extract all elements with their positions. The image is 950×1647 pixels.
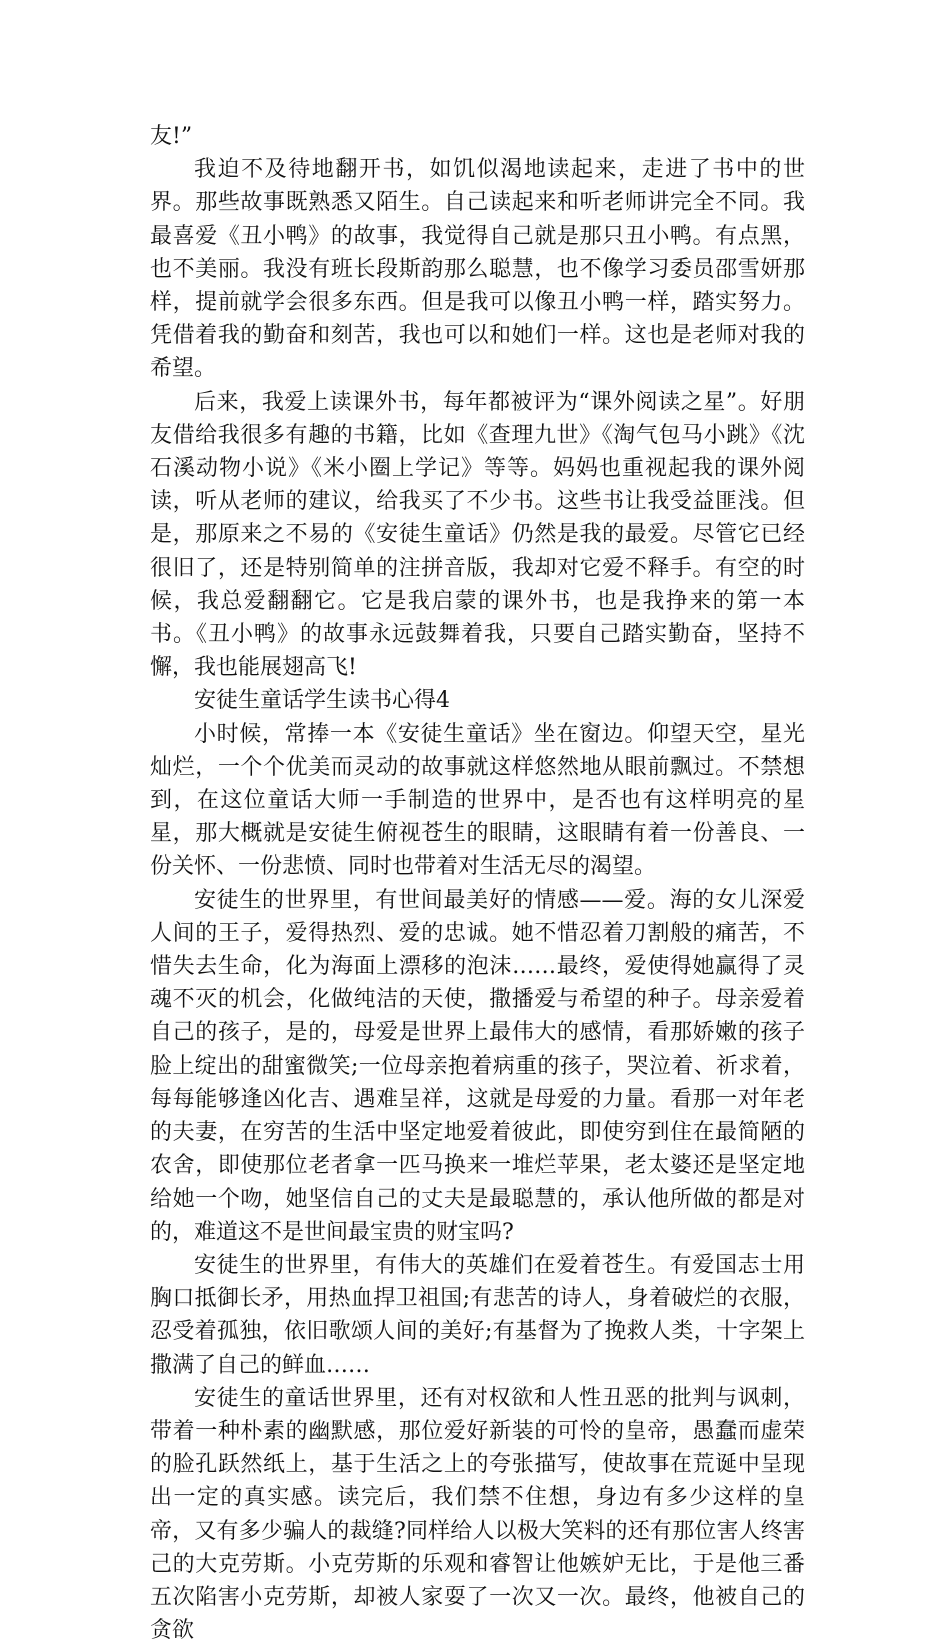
paragraph-love: 安徒生的世界里，有世间最美好的情感——爱。海的女儿深爱人间的王子，爱得热烈、爱的忠诚。她不惜忍着刀割般的痛苦，不惜失去生命，化为海面上漂移的泡沫……最终，爱使得她赢得了灵魂不灭的机会，化做纯洁的天使，撒播爱与希望的种子。母亲爱着自己的孩子，是的，母爱是世界上最伟大的感情，看那娇嫩的孩子脸上绽出的甜蜜微笑;一位母亲抱着病重的孩子，哭泣着、祈求着，每每能够逢凶化吉、遇难呈祥，这就是母爱的力量。看那一对年老的夫妻，在穷苦的生活中坚定地爱着彼此，即使穷到住在最简陋的农舍，即使那位老者拿一匹马换来一堆烂苹果，老太婆还是坚定地给她一个吻，她坚信自己的丈夫是最聪慧的，承认他所做的都是对的，难道这不是世间最宝贵的财宝吗?: [150, 887, 805, 1245]
paragraph-satire: 安徒生的童话世界里，还有对权欲和人性丑恶的批判与讽刺，带着一种朴素的幽默感，那位爱好新装的可怜的皇帝，愚蠢而虚荣的脸孔跃然纸上，基于生活之上的夸张描写，使故事在荒诞中呈现出一定的真实感。读完后，我们禁不住想，身边有多少这样的皇帝，又有多少骗人的裁缝?同样给人以极大笑料的还有那位害人终害己的大克劳斯。小克劳斯的乐观和睿智让他嫉妒无比，于是他三番五次陷害小克劳斯，却被人家耍了一次又一次。最终，他被自己的贪欲: [150, 1385, 805, 1644]
paragraph-heroes: 安徒生的世界里，有伟大的英雄们在爱着苍生。有爱国志士用胸口抵御长矛，用热血捍卫祖国;有悲苦的诗人，身着破烂的衣服，忍受着孤独，依旧歌颂人间的美好;有基督为了挽救人类，十字架上撒满了自己的鲜血……: [150, 1252, 805, 1378]
continuation-line: 友!”: [150, 124, 193, 149]
paragraph-ugly-duckling: 我迫不及待地翻开书，如饥似渴地读起来，走进了书中的世界。那些故事既熟悉又陌生。自己读起来和听老师讲完全不同。我最喜爱《丑小鸭》的故事，我觉得自己就是那只丑小鸭。有点黑，也不美丽。我没有班长段斯韵那么聪慧，也不像学习委员邵雪妍那样，提前就学会很多东西。但是我可以像丑小鸭一样，踏实努力。凭借着我的勤奋和刻苦，我也可以和她们一样。这也是老师对我的希望。: [150, 157, 805, 382]
paragraph-extracurricular-reading: 后来，我爱上读课外书，每年都被评为“课外阅读之星”。好朋友借给我很多有趣的书籍，比如《查理九世》《淘气包马小跳》《沈石溪动物小说》《米小圈上学记》等等。妈妈也重视起我的课外阅读，听从老师的建议，给我买了不少书。这些书让我受益匪浅。但是，那原来之不易的《安徒生童话》仍然是我的最爱。尽管它已经很旧了，还是特别简单的注拼音版，我却对它爱不释手。有空的时候，我总爱翻翻它。它是我启蒙的课外书，也是我挣来的第一本书。《丑小鸭》的故事永远鼓舞着我，只要自己踏实勤奋，坚持不懈，我也能展翅高飞!: [150, 389, 805, 681]
section-heading: 安徒生童话学生读书心得4: [194, 688, 450, 714]
paragraph-childhood: 小时候，常捧一本《安徒生童话》坐在窗边。仰望天空，星光灿烂，一个个优美而灵动的故事就这样悠然地从眼前飘过。不禁想到，在这位童话大师一手制造的世界中，是否也有这样明亮的星星，那大概就是安徒生俯视苍生的眼睛，这眼睛有着一份善良、一份关怀、一份悲愤、同时也带着对生活无尽的渴望。: [150, 721, 805, 880]
document-page: [150, 120, 805, 1647]
